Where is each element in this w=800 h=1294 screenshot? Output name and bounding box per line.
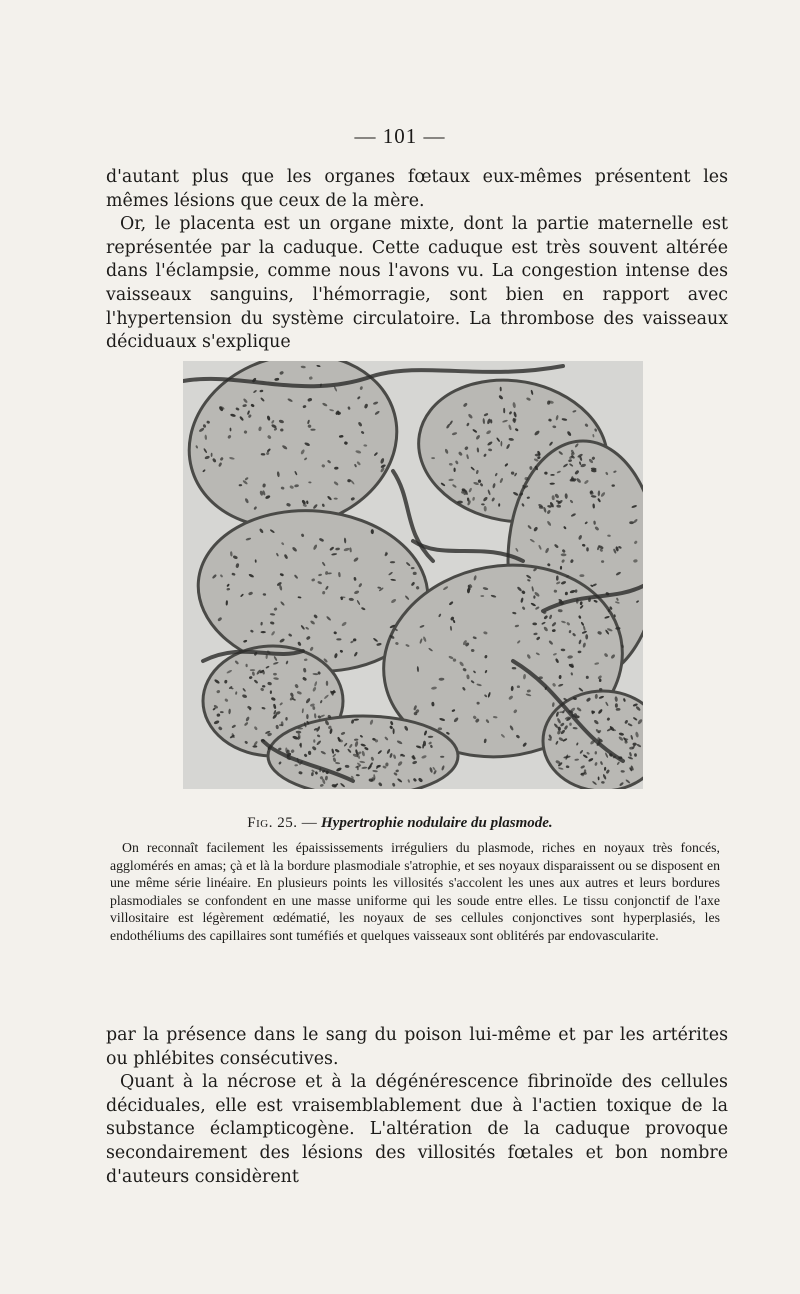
cell-nucleus: [336, 638, 341, 640]
figure-name: Hypertrophie nodulaire du plasmode.: [321, 815, 553, 831]
cell-nucleus: [585, 634, 588, 639]
cell-nucleus: [306, 714, 308, 719]
figure-description: On reconnaît facilement les épaississements irréguliers du plasmode, riches en noyaux très foncés, agglomérés en amas; çà et là la bordure plasmodiale s'atrophie, et ses noyaux disparaissent ou se disposent en une même série linéaire. En plusieurs points les villosités s'accolent les unes aux autres et leurs bordures plasmodiales se confondent en une masse uniforme qui les soude entre elles. Le tissu conjonctif de l'axe villositaire est légèrement œdématié, les noyaux de ses cellules conjonctives sont hyperplasiés, les endothéliums des capillaires sont tuméfiés et quelques vaisseaux sont oblitérés par endovascularite.: [110, 840, 720, 943]
cell-nucleus: [633, 743, 637, 746]
cell-nucleus: [261, 631, 266, 633]
micrograph-image: [183, 361, 643, 789]
cell-nucleus: [615, 703, 618, 708]
cell-nucleus: [517, 685, 520, 688]
page-number: — 101 —: [354, 124, 446, 148]
cell-nucleus: [353, 638, 356, 641]
body-text-top: [106, 166, 728, 355]
body-text-bottom: [106, 1024, 728, 1189]
cell-nucleus: [480, 595, 484, 597]
paragraph: Or, le placenta est un organe mixte, dont la partie maternelle est représentée par la caduque. Cette caduque est très souvent altérée dans l'éclampsie, comme nous l'avons vu. La congestion intense des vaisseaux sanguins, l'hémorragie, sont bien en rapport avec l'hypertension du système circulatoire. La thrombose des vaisseaux déciduaux s'explique: [106, 214, 728, 353]
paragraph: d'autant plus que les organes fœtaux eux-mêmes présentent les mêmes lésions que ceux de la mère.: [106, 167, 728, 211]
figure-label: Fig. 25. —: [247, 815, 318, 831]
micrograph-figure: [183, 361, 643, 789]
paragraph: Quant à la nécrose et à la dégénérescence fibrinoïde des cellules déciduales, elle est vraisemblablement due à l'actien toxique de la substance éclampticogène. L'altération de la caduque provoque secondairement des lésions des villosités fœtales et bon nombre d'auteurs considèrent: [106, 1072, 728, 1187]
paragraph: par la présence dans le sang du poison lui-même et par les artérites ou phlébites consécutives.: [106, 1025, 728, 1069]
cell-nucleus: [440, 756, 444, 758]
cell-nucleus: [612, 484, 615, 486]
cell-nucleus: [393, 728, 395, 734]
figure-caption-title: [0, 815, 800, 832]
